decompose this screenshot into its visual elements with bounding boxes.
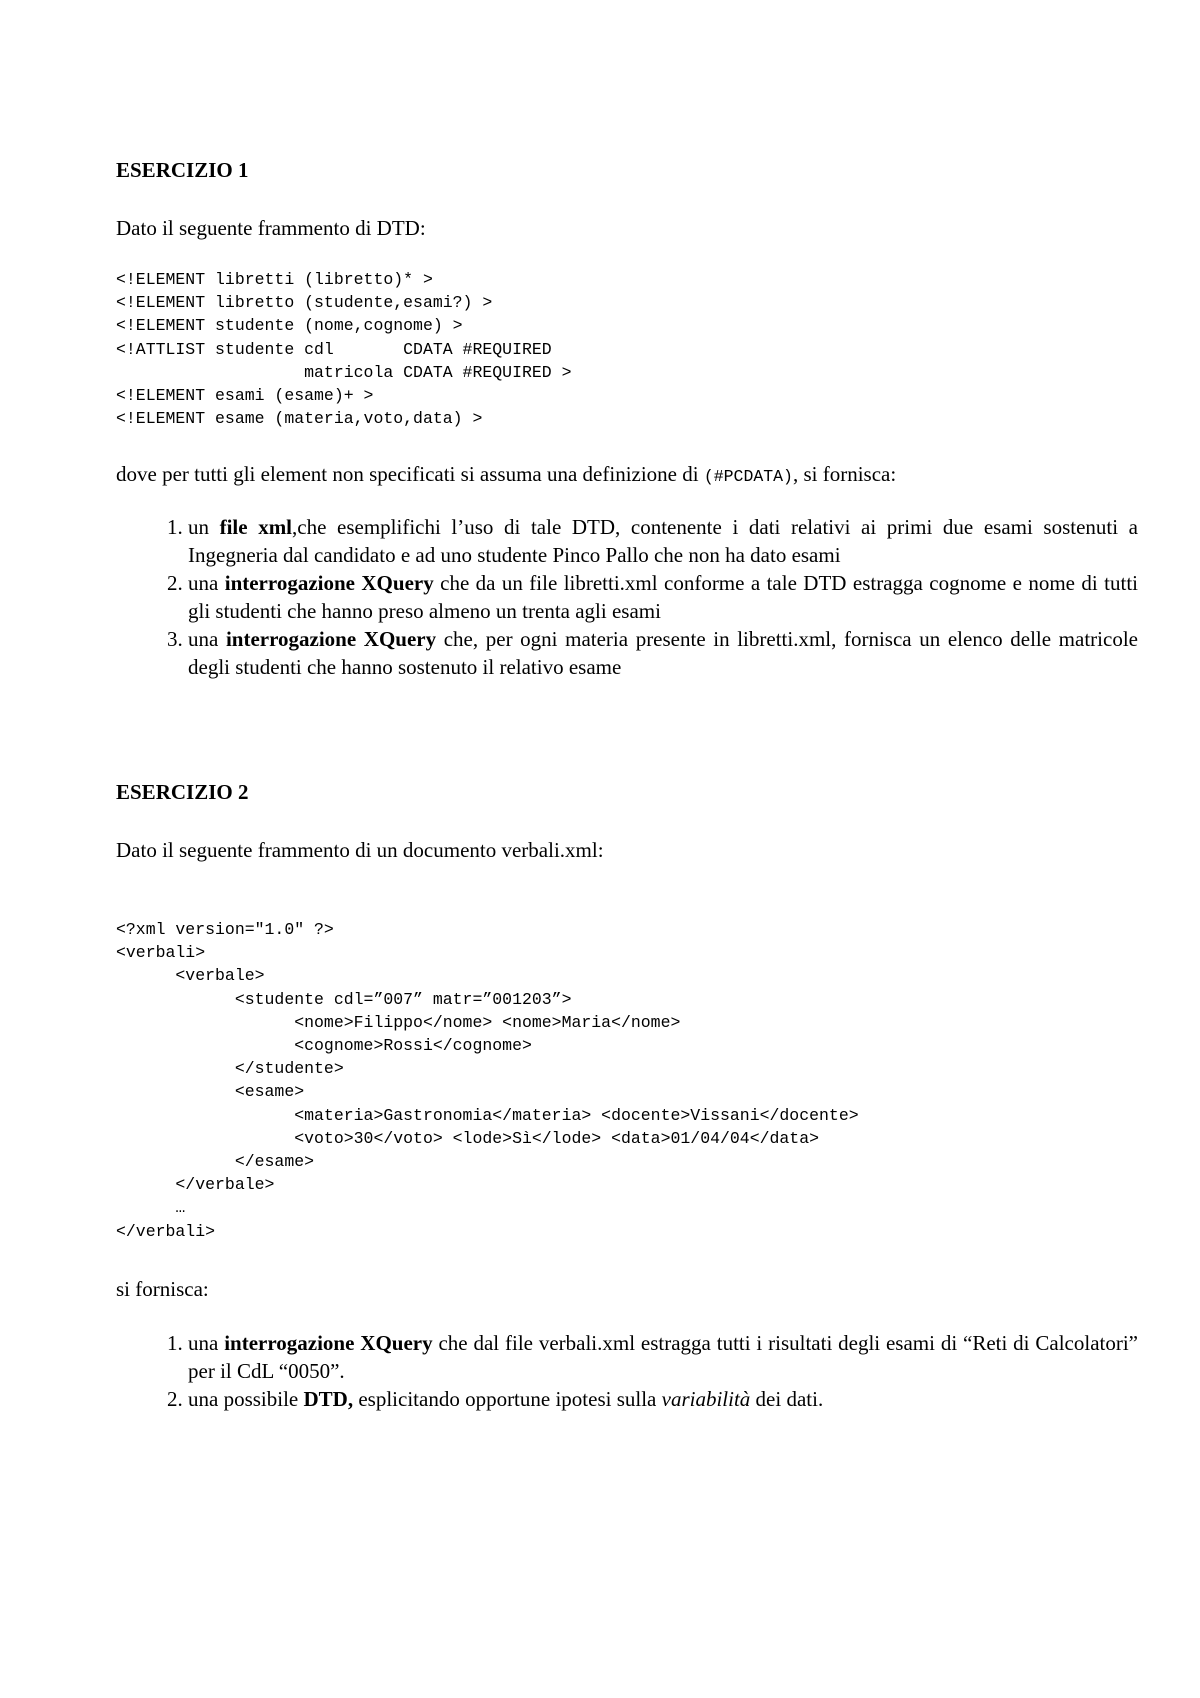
exercise-2-title: ESERCIZIO 2 [116, 780, 249, 804]
item-bold: DTD, [303, 1387, 354, 1411]
item-text: un [188, 515, 220, 539]
item-bold: interrogazione XQuery [225, 627, 437, 651]
exercise-1-task-list [146, 513, 1138, 681]
list-item [188, 625, 1138, 681]
exercise-1-note [116, 460, 896, 491]
exercise-1-intro: Dato il seguente frammento di DTD: [116, 216, 426, 240]
item-text: dei dati. [750, 1387, 824, 1411]
item-text: una possibile [188, 1387, 304, 1411]
note-text-post: , si fornisca: [792, 462, 897, 486]
item-bold: interrogazione XQuery [224, 571, 434, 595]
exercise-2-intro: Dato il seguente frammento di un documento verbali.xml: [116, 838, 604, 862]
item-bold: interrogazione XQuery [224, 1331, 433, 1355]
list-item [188, 1329, 1138, 1385]
item-text: che, per ogni materia presente in libretti.xml, fornisca un elenco delle matricole degli studenti che hanno sostenuto il relativo esame [188, 627, 1138, 679]
dtd-code-block: <!ELEMENT libretti (libretto)* > <!ELEMENT libretto (studente,esami?) > <!ELEMENT studente (nome,cognome) > <!ATTLIST studente cdl CDATA #REQUIRED matricola CDATA #REQUIRED > <!ELEMENT esami (esame)+ > <!ELEMENT esame (materia,voto,data) > [116, 270, 572, 429]
item-text: che dal file verbali.xml estragga tutti i risultati degli esami di “Reti di Calcolatori” per il CdL “0050”. [188, 1331, 1138, 1383]
item-text: una [188, 627, 226, 651]
note-text-pre: dove per tutti gli element non specificati si assuma una definizione di [116, 462, 704, 486]
note-code: (#PCDATA) [703, 467, 793, 486]
item-text: una [188, 1331, 225, 1355]
item-text: una [188, 571, 225, 595]
item-italic: variabilità [661, 1387, 751, 1411]
item-text: esplicitando opportune ipotesi sulla [353, 1387, 662, 1411]
item-text: che da un file libretti.xml conforme a tale DTD estragga cognome e nome di tutti gli studenti che hanno preso almeno un trenta agli esami [188, 571, 1138, 623]
exercise-2-provide: si fornisca: [116, 1277, 209, 1301]
list-item [188, 1385, 1138, 1413]
item-bold: file xml [219, 515, 293, 539]
exercise-1-title: ESERCIZIO 1 [116, 158, 249, 182]
list-item [188, 569, 1138, 625]
exercise-2-task-list [146, 1329, 1138, 1413]
xml-code-block: <?xml version="1.0" ?> <verbali> <verbale> <studente cdl=”007” matr=”001203”> <nome>Filippo</nome> <nome>Maria</nome> <cognome>Rossi</cognome> </studente> <esame> <materia>Gastronomia</materia> <docente>Vissani</docente> <voto>30</voto> <lode>Sì</lode> <data>01/04/04</data> </esame> </verbale> … </verbali> [116, 920, 859, 1241]
list-item [188, 513, 1138, 569]
item-text: ,che esemplifichi l’uso di tale DTD, contenente i dati relativi ai primi due esami sostenuti a Ingegneria dal candidato e ad uno studente Pinco Pallo che non ha dato esami [188, 515, 1139, 567]
